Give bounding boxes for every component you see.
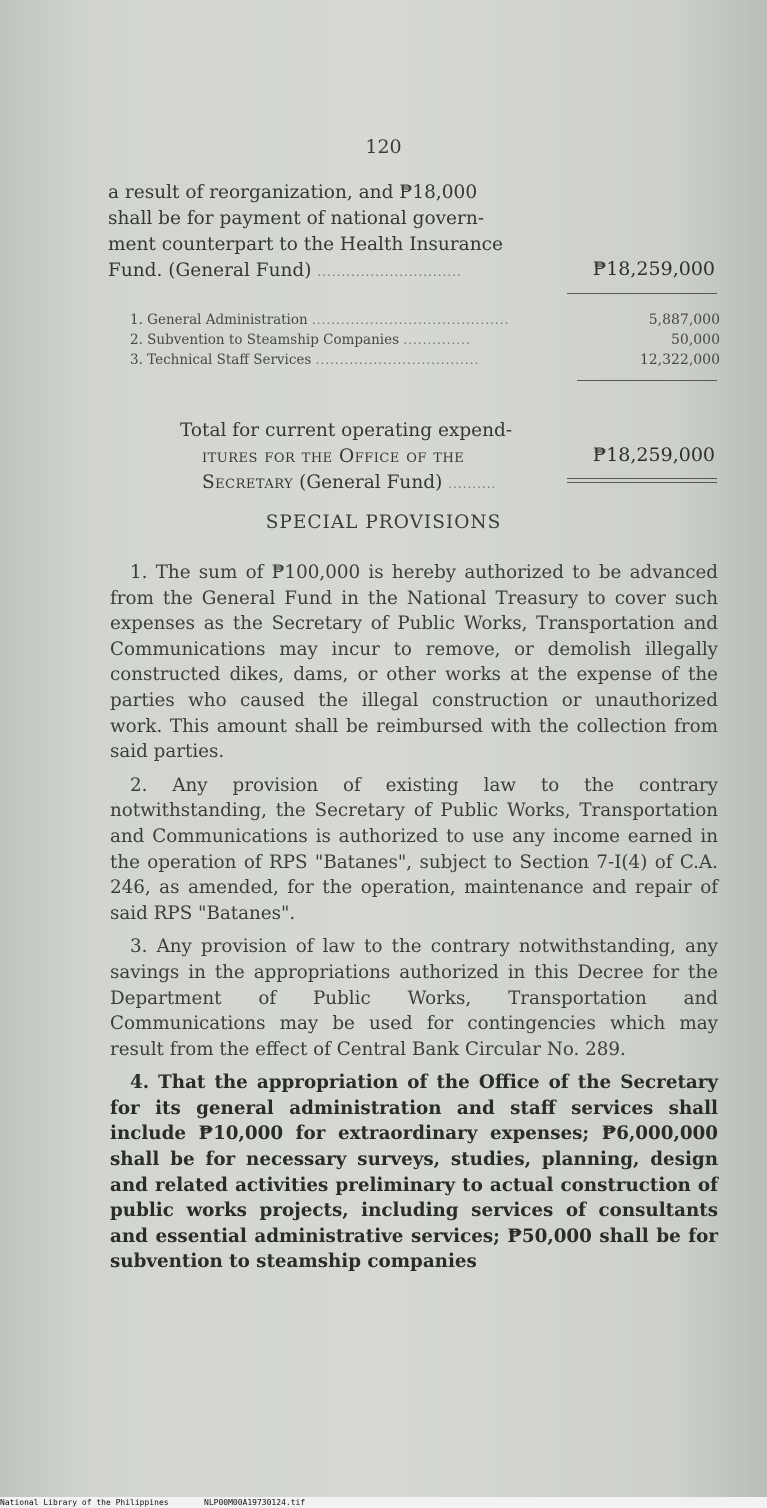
provision-paragraph: 1. The sum of ₱100,000 is hereby authorized to be advanced from the General Fund in the National Treasury to cover such expenses as the Secretary of Public Works, Transportation and Communications may incur to remove, or demolish illegally constructed dikes, dams, or other works at the expense of the parties who caused the illegal construction or unauthorized work. This amount shall be reimbursed with the collection from said parties.	[110, 562, 718, 763]
item-label: 1. General Administration	[130, 312, 308, 328]
item-amount: 5,887,000	[648, 312, 720, 328]
intro-paragraph	[108, 180, 568, 285]
total-line-office: Secretary	[202, 472, 294, 493]
itemized-list	[130, 310, 720, 370]
special-provisions	[110, 560, 718, 1283]
intro-line: shall be for payment of national govern-	[108, 208, 485, 229]
intro-line	[108, 258, 568, 285]
section-title: SPECIAL PROVISIONS	[265, 512, 502, 533]
total-amount: ₱18,259,000	[592, 444, 715, 466]
intro-line-text: Fund. (General Fund)	[108, 260, 312, 281]
provision-paragraph: 3. Any provision of law to the contrary notwithstanding, any savings in the appropriations authorized in this Decree for the Department of Public Works, Transportation and Communications may be used for contingencies which may result from the effect of Central Bank Circular No. 289.	[110, 936, 718, 1060]
library-name: National Library of the Philippines	[0, 1498, 169, 1507]
item-amount: 12,322,000	[639, 352, 720, 368]
double-rule-top	[567, 478, 717, 479]
item-amount: 50,000	[671, 332, 720, 348]
item-label: 3. Technical Staff Services	[130, 352, 312, 368]
item-label: 2. Subvention to Steamship Companies	[130, 332, 400, 348]
provision-paragraph: 4. That the appropriation of the Office of the Secretary for its general administration and staff services shall include ₱10,000 for extraordinary expenses; ₱6,000,000 shall be for necessary surveys, studies, planning, design and related activities preliminary to actual construction of public works projects, including services of consultants and essential administrative services; ₱50,000 shall be for subvention to steamship companies	[110, 1072, 718, 1273]
dot-leader: ..................................	[315, 353, 480, 367]
dot-leader: ..............	[403, 333, 471, 347]
list-item	[130, 310, 720, 330]
list-item	[130, 350, 720, 370]
intro-line: ment counterpart to the Health Insurance	[108, 234, 503, 255]
dot-leader: .........................................	[311, 313, 510, 327]
total-line	[180, 470, 580, 497]
sum-rule	[567, 293, 717, 294]
provision-paragraph: 2. Any provision of existing law to the contrary notwithstanding, the Secretary of Public Works, Transportation and Communications is authorized to use any income earned in the operation of RPS "Batanes", subject to Section 7-I(4) of C.A. 246, as amended, for the operation, maintenance and repair of said RPS "Batanes".	[110, 774, 718, 924]
file-name: NLP00M00A19730124.tif	[204, 1498, 306, 1507]
dot-leader: ..........	[448, 477, 497, 491]
intro-line: a result of reorganization, and ₱18,000	[108, 182, 478, 203]
total-block	[180, 418, 580, 497]
total-line: itures for the Office of the	[202, 446, 465, 467]
total-line: Total for current operating expend-	[180, 420, 513, 441]
sum-rule	[577, 380, 717, 381]
dot-leader: ..............................	[317, 265, 462, 279]
total-line-fund: (General Fund)	[293, 472, 443, 493]
page-number: 120	[365, 136, 402, 158]
scan-footer	[0, 1497, 767, 1508]
double-rule-bottom	[567, 482, 717, 483]
intro-amount: ₱18,259,000	[592, 258, 715, 280]
list-item	[130, 330, 720, 350]
